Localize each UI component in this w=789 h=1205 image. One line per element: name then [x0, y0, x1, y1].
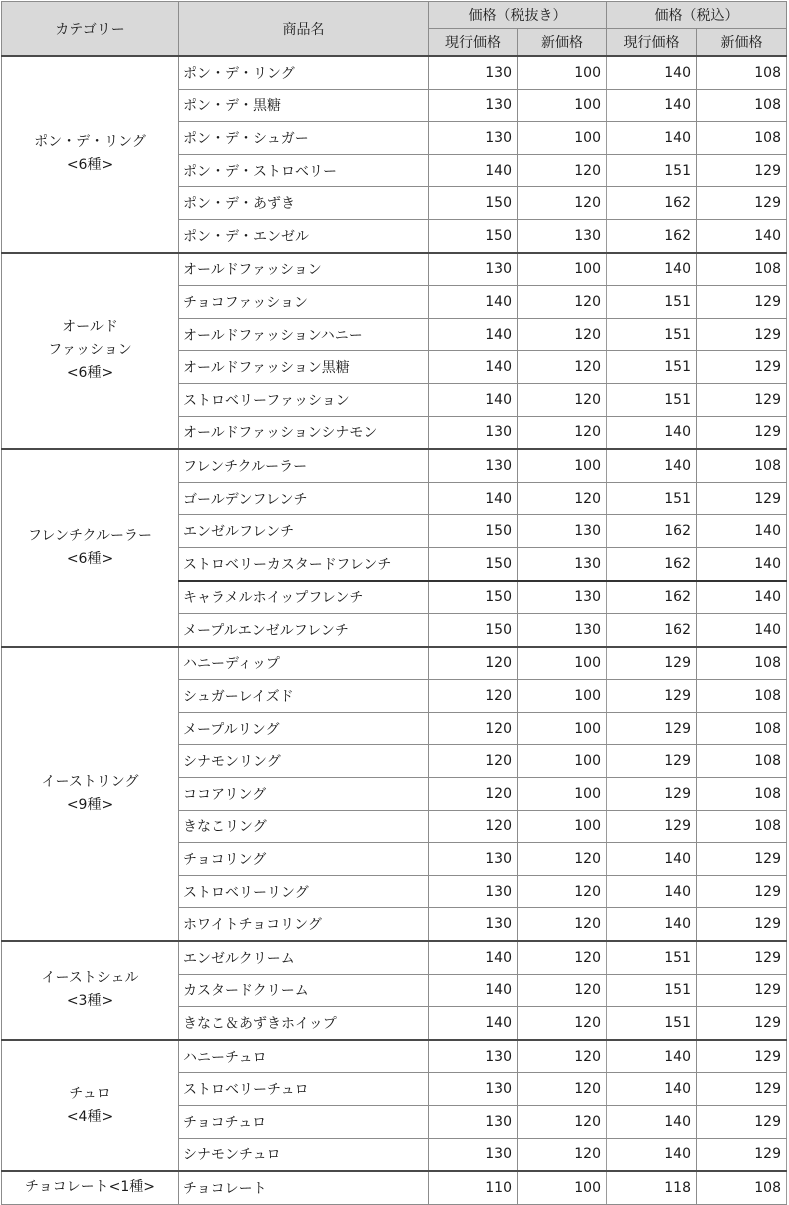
- in-tax-new-price-cell: 108: [697, 647, 787, 680]
- category-cell: ポン・デ・リング <6種>: [2, 56, 179, 253]
- in-tax-new-price-cell: 108: [697, 712, 787, 745]
- product-name-cell: オールドファッションシナモン: [179, 416, 429, 449]
- in-tax-current-price-cell: 129: [607, 745, 697, 778]
- table-row: [2, 1171, 787, 1204]
- in-tax-current-price-cell: 151: [607, 383, 697, 416]
- table-row: [2, 647, 787, 680]
- in-tax-current-header: 現行価格: [607, 29, 697, 57]
- in-tax-new-header: 新価格: [697, 29, 787, 57]
- ex-tax-current-price-cell: 130: [429, 875, 518, 908]
- in-tax-new-price-cell: 108: [697, 122, 787, 155]
- product-name-cell: シナモンチュロ: [179, 1138, 429, 1171]
- ex-tax-group-header: 価格（税抜き）: [429, 2, 607, 29]
- in-tax-new-price-cell: 129: [697, 318, 787, 351]
- ex-tax-current-price-cell: 120: [429, 745, 518, 778]
- product-name-cell: ストロベリーリング: [179, 875, 429, 908]
- in-tax-current-price-cell: 151: [607, 941, 697, 974]
- product-name-cell: ホワイトチョコリング: [179, 908, 429, 941]
- table-body: [2, 56, 787, 1204]
- in-tax-new-price-cell: 140: [697, 515, 787, 548]
- in-tax-new-price-cell: 129: [697, 154, 787, 187]
- in-tax-new-price-cell: 129: [697, 416, 787, 449]
- in-tax-current-price-cell: 151: [607, 286, 697, 319]
- ex-tax-current-price-cell: 150: [429, 581, 518, 614]
- ex-tax-new-price-cell: 100: [518, 56, 607, 89]
- product-name-cell: チョコチュロ: [179, 1106, 429, 1139]
- header-row-top: [2, 2, 787, 29]
- product-name-cell: ポン・デ・エンゼル: [179, 219, 429, 252]
- product-name-cell: ストロベリーチュロ: [179, 1073, 429, 1106]
- product-name-cell: ポン・デ・あずき: [179, 187, 429, 220]
- ex-tax-current-price-cell: 130: [429, 449, 518, 482]
- in-tax-current-price-cell: 162: [607, 547, 697, 580]
- in-tax-new-price-cell: 108: [697, 745, 787, 778]
- in-tax-current-price-cell: 151: [607, 351, 697, 384]
- table-header: [2, 2, 787, 57]
- ex-tax-current-price-cell: 130: [429, 122, 518, 155]
- table-row: [2, 56, 787, 89]
- ex-tax-new-price-cell: 100: [518, 449, 607, 482]
- category-cell: イーストシェル <3種>: [2, 941, 179, 1040]
- category-header: カテゴリー: [2, 2, 179, 57]
- in-tax-current-price-cell: 140: [607, 1073, 697, 1106]
- product-name-cell: チョコレート: [179, 1171, 429, 1204]
- in-tax-new-price-cell: 108: [697, 810, 787, 843]
- ex-tax-new-price-cell: 100: [518, 745, 607, 778]
- ex-tax-current-price-cell: 120: [429, 680, 518, 713]
- ex-tax-current-price-cell: 140: [429, 154, 518, 187]
- in-tax-current-price-cell: 129: [607, 712, 697, 745]
- in-tax-new-price-cell: 140: [697, 219, 787, 252]
- in-tax-new-price-cell: 129: [697, 843, 787, 876]
- in-tax-current-price-cell: 151: [607, 974, 697, 1007]
- in-tax-new-price-cell: 129: [697, 187, 787, 220]
- in-tax-new-price-cell: 108: [697, 253, 787, 286]
- ex-tax-current-price-cell: 130: [429, 908, 518, 941]
- ex-tax-current-header: 現行価格: [429, 29, 518, 57]
- ex-tax-current-price-cell: 130: [429, 253, 518, 286]
- ex-tax-current-price-cell: 130: [429, 416, 518, 449]
- ex-tax-new-price-cell: 120: [518, 154, 607, 187]
- in-tax-current-price-cell: 140: [607, 1138, 697, 1171]
- product-name-cell: ココアリング: [179, 778, 429, 811]
- table-row: [2, 941, 787, 974]
- in-tax-current-price-cell: 140: [607, 253, 697, 286]
- ex-tax-current-price-cell: 130: [429, 843, 518, 876]
- in-tax-new-price-cell: 129: [697, 1106, 787, 1139]
- ex-tax-current-price-cell: 130: [429, 1073, 518, 1106]
- ex-tax-current-price-cell: 110: [429, 1171, 518, 1204]
- in-tax-current-price-cell: 162: [607, 187, 697, 220]
- ex-tax-new-price-cell: 120: [518, 941, 607, 974]
- in-tax-new-price-cell: 140: [697, 547, 787, 580]
- in-tax-current-price-cell: 140: [607, 122, 697, 155]
- in-tax-current-price-cell: 129: [607, 778, 697, 811]
- product-name-cell: ポン・デ・ストロベリー: [179, 154, 429, 187]
- in-tax-new-price-cell: 140: [697, 581, 787, 614]
- ex-tax-current-price-cell: 130: [429, 1106, 518, 1139]
- ex-tax-new-price-cell: 120: [518, 1106, 607, 1139]
- ex-tax-new-price-cell: 120: [518, 1138, 607, 1171]
- ex-tax-new-price-cell: 130: [518, 614, 607, 647]
- product-name-cell: ハニーディップ: [179, 647, 429, 680]
- product-name-cell: きなこ＆あずきホイップ: [179, 1007, 429, 1040]
- ex-tax-new-price-cell: 100: [518, 712, 607, 745]
- ex-tax-current-price-cell: 130: [429, 89, 518, 122]
- ex-tax-new-price-cell: 120: [518, 1040, 607, 1073]
- in-tax-current-price-cell: 140: [607, 908, 697, 941]
- product-name-cell: オールドファッション黒糖: [179, 351, 429, 384]
- ex-tax-new-price-cell: 130: [518, 547, 607, 580]
- ex-tax-new-price-cell: 130: [518, 515, 607, 548]
- in-tax-new-price-cell: 108: [697, 778, 787, 811]
- ex-tax-new-price-cell: 120: [518, 974, 607, 1007]
- in-tax-current-price-cell: 162: [607, 219, 697, 252]
- ex-tax-new-price-cell: 120: [518, 351, 607, 384]
- ex-tax-current-price-cell: 140: [429, 286, 518, 319]
- in-tax-current-price-cell: 129: [607, 680, 697, 713]
- ex-tax-new-price-cell: 120: [518, 383, 607, 416]
- ex-tax-current-price-cell: 150: [429, 187, 518, 220]
- ex-tax-current-price-cell: 120: [429, 810, 518, 843]
- in-tax-current-price-cell: 151: [607, 482, 697, 515]
- in-tax-current-price-cell: 129: [607, 810, 697, 843]
- ex-tax-new-price-cell: 120: [518, 908, 607, 941]
- ex-tax-current-price-cell: 130: [429, 1040, 518, 1073]
- ex-tax-current-price-cell: 130: [429, 1138, 518, 1171]
- product-name-cell: きなこリング: [179, 810, 429, 843]
- in-tax-new-price-cell: 129: [697, 1007, 787, 1040]
- product-name-cell: メープルエンゼルフレンチ: [179, 614, 429, 647]
- table-row: [2, 253, 787, 286]
- in-tax-new-price-cell: 129: [697, 383, 787, 416]
- in-tax-group-header: 価格（税込）: [607, 2, 787, 29]
- ex-tax-new-price-cell: 120: [518, 318, 607, 351]
- ex-tax-current-price-cell: 130: [429, 56, 518, 89]
- product-name-cell: カスタードクリーム: [179, 974, 429, 1007]
- ex-tax-current-price-cell: 140: [429, 974, 518, 1007]
- product-name-cell: ポン・デ・リング: [179, 56, 429, 89]
- product-header: 商品名: [179, 2, 429, 57]
- in-tax-current-price-cell: 129: [607, 647, 697, 680]
- category-cell: オールド ファッション <6種>: [2, 253, 179, 450]
- category-cell: チュロ <4種>: [2, 1040, 179, 1171]
- category-cell: フレンチクルーラー <6種>: [2, 449, 179, 647]
- product-name-cell: チョコファッション: [179, 286, 429, 319]
- ex-tax-new-price-cell: 100: [518, 810, 607, 843]
- ex-tax-new-price-cell: 120: [518, 187, 607, 220]
- in-tax-current-price-cell: 162: [607, 581, 697, 614]
- ex-tax-new-price-cell: 120: [518, 482, 607, 515]
- in-tax-current-price-cell: 140: [607, 875, 697, 908]
- ex-tax-new-price-cell: 120: [518, 875, 607, 908]
- in-tax-new-price-cell: 129: [697, 1138, 787, 1171]
- product-name-cell: ポン・デ・黒糖: [179, 89, 429, 122]
- product-name-cell: ストロベリーカスタードフレンチ: [179, 547, 429, 580]
- in-tax-new-price-cell: 129: [697, 286, 787, 319]
- category-cell: チョコレート<1種>: [2, 1171, 179, 1204]
- price-table: [1, 1, 787, 1205]
- product-name-cell: チョコリング: [179, 843, 429, 876]
- ex-tax-current-price-cell: 140: [429, 351, 518, 384]
- product-name-cell: オールドファッション: [179, 253, 429, 286]
- ex-tax-current-price-cell: 140: [429, 941, 518, 974]
- in-tax-new-price-cell: 108: [697, 680, 787, 713]
- product-name-cell: フレンチクルーラー: [179, 449, 429, 482]
- in-tax-new-price-cell: 140: [697, 614, 787, 647]
- ex-tax-new-price-cell: 130: [518, 219, 607, 252]
- product-name-cell: メープルリング: [179, 712, 429, 745]
- ex-tax-current-price-cell: 140: [429, 1007, 518, 1040]
- ex-tax-new-price-cell: 100: [518, 122, 607, 155]
- in-tax-current-price-cell: 140: [607, 56, 697, 89]
- ex-tax-current-price-cell: 150: [429, 547, 518, 580]
- product-name-cell: ポン・デ・シュガー: [179, 122, 429, 155]
- in-tax-new-price-cell: 129: [697, 1073, 787, 1106]
- in-tax-current-price-cell: 140: [607, 416, 697, 449]
- ex-tax-current-price-cell: 140: [429, 383, 518, 416]
- ex-tax-new-price-cell: 120: [518, 843, 607, 876]
- in-tax-current-price-cell: 151: [607, 154, 697, 187]
- in-tax-current-price-cell: 140: [607, 1106, 697, 1139]
- in-tax-current-price-cell: 162: [607, 515, 697, 548]
- in-tax-current-price-cell: 140: [607, 1040, 697, 1073]
- in-tax-new-price-cell: 129: [697, 908, 787, 941]
- category-cell: イーストリング <9種>: [2, 647, 179, 941]
- ex-tax-new-price-cell: 100: [518, 680, 607, 713]
- ex-tax-new-price-cell: 100: [518, 253, 607, 286]
- ex-tax-new-price-cell: 130: [518, 581, 607, 614]
- table-row: [2, 1040, 787, 1073]
- ex-tax-new-price-cell: 120: [518, 286, 607, 319]
- product-name-cell: エンゼルクリーム: [179, 941, 429, 974]
- ex-tax-new-price-cell: 100: [518, 778, 607, 811]
- in-tax-current-price-cell: 140: [607, 843, 697, 876]
- in-tax-current-price-cell: 151: [607, 1007, 697, 1040]
- ex-tax-current-price-cell: 120: [429, 712, 518, 745]
- in-tax-new-price-cell: 129: [697, 974, 787, 1007]
- product-name-cell: シュガーレイズド: [179, 680, 429, 713]
- product-name-cell: シナモンリング: [179, 745, 429, 778]
- table-row: [2, 449, 787, 482]
- ex-tax-new-header: 新価格: [518, 29, 607, 57]
- ex-tax-new-price-cell: 100: [518, 89, 607, 122]
- product-name-cell: ストロベリーファッション: [179, 383, 429, 416]
- in-tax-current-price-cell: 140: [607, 89, 697, 122]
- product-name-cell: ハニーチュロ: [179, 1040, 429, 1073]
- ex-tax-current-price-cell: 150: [429, 515, 518, 548]
- in-tax-new-price-cell: 108: [697, 56, 787, 89]
- ex-tax-new-price-cell: 120: [518, 1073, 607, 1106]
- ex-tax-new-price-cell: 100: [518, 1171, 607, 1204]
- in-tax-new-price-cell: 129: [697, 482, 787, 515]
- product-name-cell: キャラメルホイップフレンチ: [179, 581, 429, 614]
- ex-tax-current-price-cell: 120: [429, 778, 518, 811]
- in-tax-current-price-cell: 151: [607, 318, 697, 351]
- in-tax-new-price-cell: 108: [697, 1171, 787, 1204]
- product-name-cell: ゴールデンフレンチ: [179, 482, 429, 515]
- ex-tax-current-price-cell: 150: [429, 614, 518, 647]
- ex-tax-new-price-cell: 120: [518, 416, 607, 449]
- in-tax-current-price-cell: 140: [607, 449, 697, 482]
- in-tax-current-price-cell: 162: [607, 614, 697, 647]
- in-tax-new-price-cell: 129: [697, 941, 787, 974]
- ex-tax-current-price-cell: 150: [429, 219, 518, 252]
- in-tax-new-price-cell: 129: [697, 1040, 787, 1073]
- ex-tax-current-price-cell: 120: [429, 647, 518, 680]
- product-name-cell: オールドファッションハニー: [179, 318, 429, 351]
- product-name-cell: エンゼルフレンチ: [179, 515, 429, 548]
- ex-tax-current-price-cell: 140: [429, 482, 518, 515]
- ex-tax-current-price-cell: 140: [429, 318, 518, 351]
- in-tax-new-price-cell: 129: [697, 351, 787, 384]
- in-tax-current-price-cell: 118: [607, 1171, 697, 1204]
- in-tax-new-price-cell: 108: [697, 89, 787, 122]
- ex-tax-new-price-cell: 120: [518, 1007, 607, 1040]
- in-tax-new-price-cell: 108: [697, 449, 787, 482]
- ex-tax-new-price-cell: 100: [518, 647, 607, 680]
- in-tax-new-price-cell: 129: [697, 875, 787, 908]
